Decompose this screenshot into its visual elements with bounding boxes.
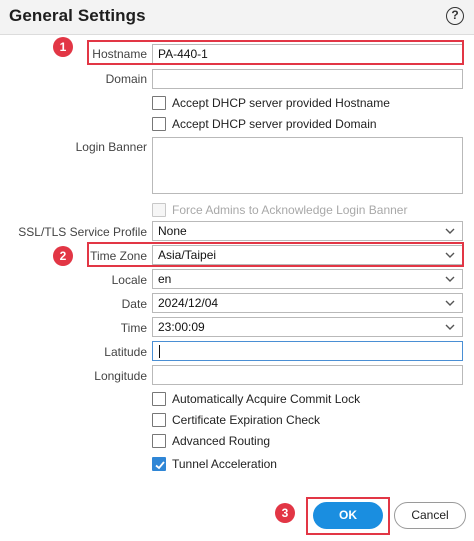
advanced-routing-label: Advanced Routing <box>172 434 271 448</box>
chevron-down-icon <box>444 225 456 237</box>
ssl-tls-profile-select[interactable] <box>152 221 463 241</box>
chevron-down-icon <box>444 297 456 309</box>
tunnel-acceleration-option[interactable] <box>152 455 277 473</box>
locale-select[interactable] <box>152 269 463 289</box>
force-admins-label: Force Admins to Acknowledge Login Banner <box>172 203 408 217</box>
domain-label: Domain <box>105 72 147 86</box>
login-banner-textarea[interactable] <box>152 137 463 194</box>
latitude-input[interactable] <box>152 341 463 361</box>
tunnel-acceleration-checkbox[interactable] <box>152 457 166 471</box>
latitude-label: Latitude <box>104 345 147 359</box>
annotation-box-ok <box>306 497 390 535</box>
accept-dhcp-hostname-label: Accept DHCP server provided Hostname <box>172 96 390 110</box>
domain-input[interactable] <box>152 69 463 89</box>
tunnel-acceleration-label: Tunnel Acceleration <box>172 457 277 471</box>
time-label: Time <box>120 321 147 335</box>
annotation-badge-1: 1 <box>53 37 73 57</box>
login-banner-label: Login Banner <box>75 140 147 154</box>
auto-commit-lock-label: Automatically Acquire Commit Lock <box>172 392 361 406</box>
time-select[interactable] <box>152 317 463 337</box>
cancel-button[interactable]: Cancel <box>394 502 466 529</box>
checkmark-icon <box>154 459 166 471</box>
time-value: 23:00:09 <box>158 320 205 334</box>
time-zone-label: Time Zone <box>90 249 147 263</box>
text-cursor <box>159 345 160 358</box>
date-select[interactable] <box>152 293 463 313</box>
annotation-box-time-zone <box>87 242 464 267</box>
advanced-routing-option[interactable] <box>152 432 270 450</box>
chevron-down-icon <box>444 273 456 285</box>
chevron-down-icon <box>444 321 456 333</box>
cert-expiration-option[interactable] <box>152 411 320 429</box>
hostname-label: Hostname <box>92 47 147 61</box>
accept-dhcp-domain-label: Accept DHCP server provided Domain <box>172 117 377 131</box>
annotation-box-hostname <box>87 40 464 65</box>
cert-expiration-checkbox[interactable] <box>152 413 166 427</box>
help-icon[interactable]: ? <box>446 7 464 25</box>
dialog-title: General Settings <box>9 6 146 25</box>
locale-label: Locale <box>111 273 147 287</box>
ssl-tls-profile-value: None <box>158 224 187 238</box>
longitude-input[interactable] <box>152 365 463 385</box>
longitude-label: Longitude <box>94 369 147 383</box>
time-zone-value: Asia/Taipei <box>158 248 217 262</box>
cert-expiration-label: Certificate Expiration Check <box>172 413 321 427</box>
locale-value: en <box>158 272 172 286</box>
annotation-badge-3: 3 <box>275 503 295 523</box>
auto-commit-lock-option[interactable] <box>152 390 360 408</box>
force-admins-option <box>152 201 407 219</box>
accept-dhcp-hostname-checkbox[interactable] <box>152 96 166 110</box>
auto-commit-lock-checkbox[interactable] <box>152 392 166 406</box>
advanced-routing-checkbox[interactable] <box>152 434 166 448</box>
accept-dhcp-domain-checkbox[interactable] <box>152 117 166 131</box>
annotation-badge-2: 2 <box>53 246 73 266</box>
dialog-titlebar <box>0 0 474 35</box>
ssl-tls-profile-label: SSL/TLS Service Profile <box>18 225 147 239</box>
accept-dhcp-hostname-option[interactable] <box>152 94 390 112</box>
date-value: 2024/12/04 <box>158 296 219 310</box>
date-label: Date <box>121 297 147 311</box>
ok-button[interactable]: OK <box>313 502 383 529</box>
force-admins-checkbox <box>152 203 166 217</box>
accept-dhcp-domain-option[interactable] <box>152 115 377 133</box>
